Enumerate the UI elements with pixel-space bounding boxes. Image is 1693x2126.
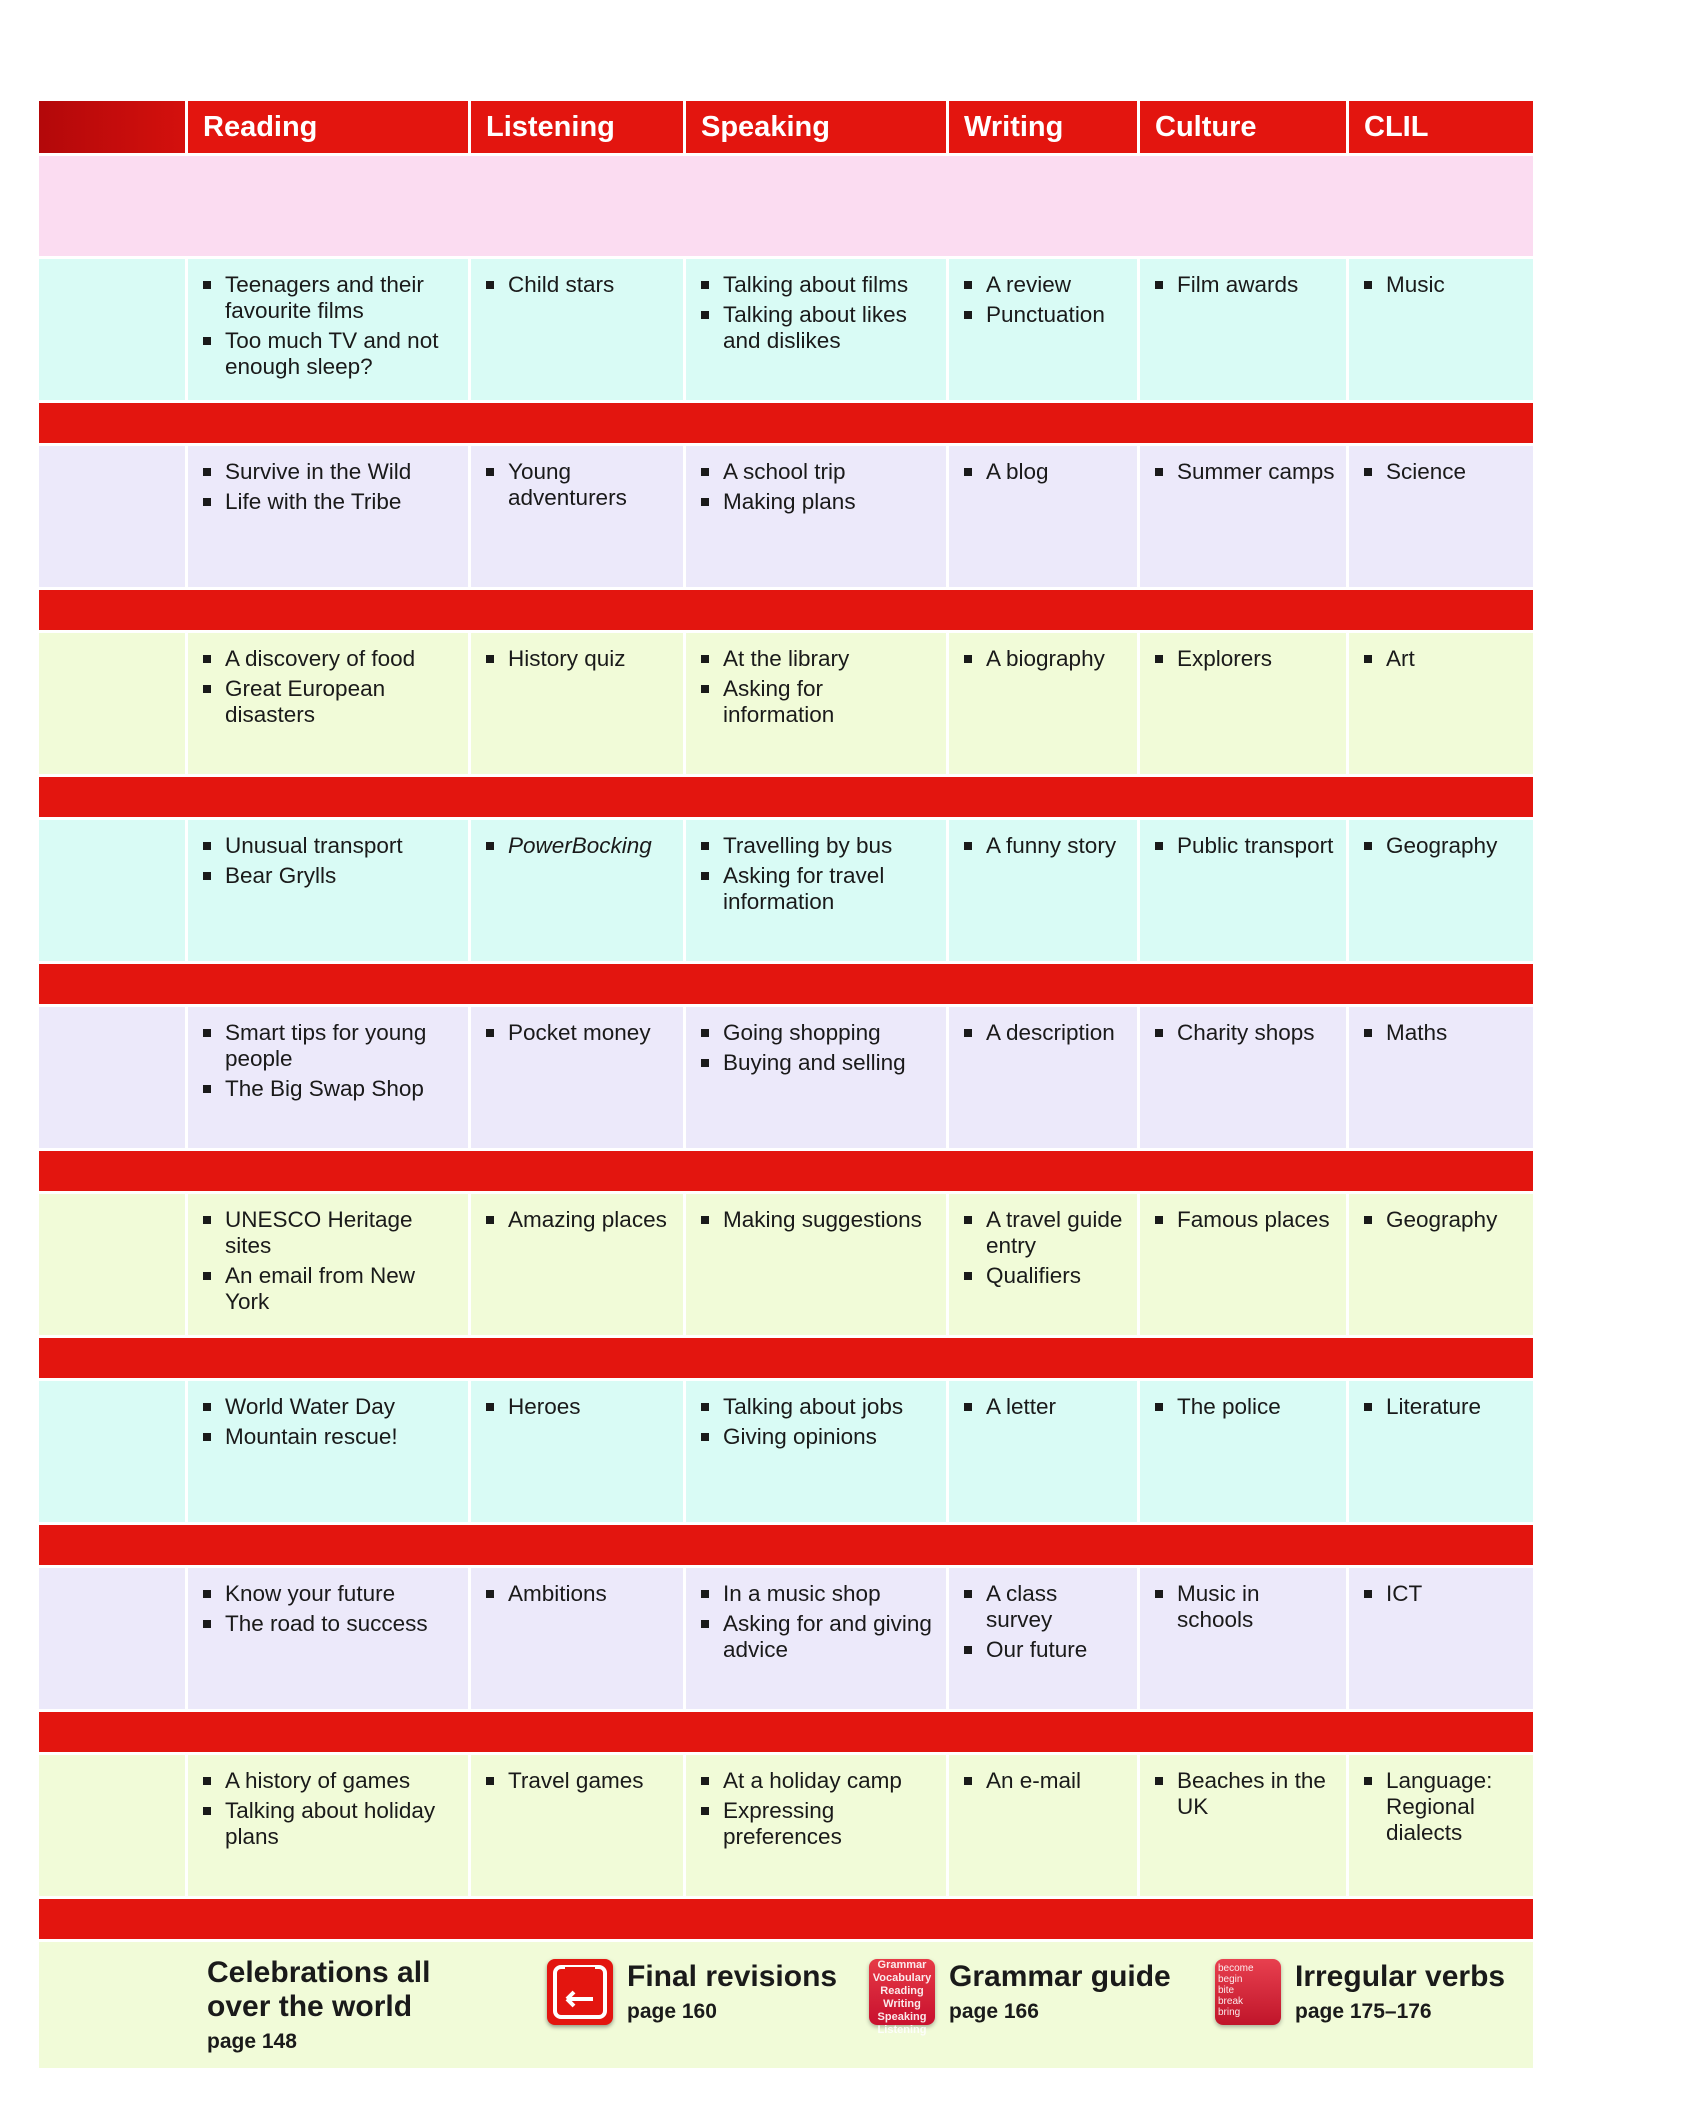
speaking-cell (686, 1568, 949, 1709)
culture-list (1155, 1394, 1336, 1420)
clil-cell (1349, 1381, 1533, 1522)
irregular-icon-word: become (1218, 1963, 1254, 1974)
listening-list (486, 1581, 673, 1607)
irregular-verbs-title: Irregular verbs (1295, 1960, 1506, 1993)
listening-list (486, 272, 673, 298)
irregular-icon-word: bring (1218, 2007, 1241, 2018)
reading-list (203, 1020, 458, 1102)
writing-cell (949, 633, 1140, 774)
unit-divider-band (39, 1522, 1533, 1565)
unit-label-cell (39, 1194, 188, 1335)
listening-item: Young adventurers (486, 459, 673, 511)
speaking-list (701, 1207, 936, 1233)
reading-item: Life with the Tribe (203, 489, 458, 515)
reading-item: A discovery of food (203, 646, 458, 672)
reading-list (203, 272, 458, 380)
culture-item: Public transport (1155, 833, 1336, 859)
clil-item: ICT (1364, 1581, 1523, 1607)
listening-item: PowerBocking (486, 833, 673, 859)
final-revisions-icon (547, 1959, 613, 2025)
writing-item: A review (964, 272, 1127, 298)
culture-cell (1140, 1568, 1349, 1709)
unit-label-cell (39, 633, 188, 774)
clil-item: Geography (1364, 1207, 1523, 1233)
irregular-icon-word: break (1218, 1996, 1244, 2007)
reading-item: Bear Grylls (203, 863, 458, 889)
unit-row (39, 1004, 1533, 1148)
writing-item: A biography (964, 646, 1127, 672)
writing-item: Qualifiers (964, 1263, 1127, 1289)
clil-item: Music (1364, 272, 1523, 298)
culture-item: Music in schools (1155, 1581, 1336, 1633)
reading-list (203, 1768, 458, 1850)
clil-list (1364, 272, 1523, 298)
culture-item: Charity shops (1155, 1020, 1336, 1046)
speaking-cell (686, 1755, 949, 1896)
grammar-icon-word: Speaking (877, 2011, 927, 2023)
writing-cell (949, 1568, 1140, 1709)
reading-item: Too much TV and not enough sleep? (203, 328, 458, 380)
unit-row (39, 817, 1533, 961)
syllabus-table (39, 101, 1533, 2068)
speaking-item: Talking about jobs (701, 1394, 936, 1420)
reading-item: The road to success (203, 1611, 458, 1637)
reading-cell (188, 1381, 471, 1522)
unit-row (39, 1378, 1533, 1522)
reading-list (203, 833, 458, 889)
header-clil: CLIL (1349, 101, 1533, 153)
unit-row (39, 256, 1533, 400)
clil-cell (1349, 259, 1533, 400)
reading-cell (188, 1755, 471, 1896)
speaking-item: Expressing preferences (701, 1798, 936, 1850)
writing-cell (949, 1755, 1140, 1896)
clil-list (1364, 1394, 1523, 1420)
speaking-item: Making plans (701, 489, 936, 515)
speaking-cell (686, 1194, 949, 1335)
listening-item: Pocket money (486, 1020, 673, 1046)
unit-divider-band (39, 961, 1533, 1004)
listening-list (486, 1394, 673, 1420)
writing-cell (949, 1381, 1140, 1522)
reading-item: Great European disasters (203, 676, 458, 728)
units-body (39, 256, 1533, 1896)
writing-list (964, 1768, 1127, 1794)
culture-cell (1140, 446, 1349, 587)
header-speaking: Speaking (686, 101, 949, 153)
culture-cell (1140, 1194, 1349, 1335)
unit-row (39, 443, 1533, 587)
reading-item: Know your future (203, 1581, 458, 1607)
listening-cell (471, 633, 686, 774)
writing-list (964, 459, 1127, 485)
footer-row (39, 1939, 1533, 2068)
reading-item: World Water Day (203, 1394, 458, 1420)
speaking-cell (686, 1007, 949, 1148)
reading-cell (188, 1568, 471, 1709)
reading-cell (188, 633, 471, 774)
writing-list (964, 1581, 1127, 1663)
speaking-item: At a holiday camp (701, 1768, 936, 1794)
listening-cell (471, 1194, 686, 1335)
reading-item: Unusual transport (203, 833, 458, 859)
culture-list (1155, 646, 1336, 672)
writing-cell (949, 259, 1140, 400)
celebrations-page: page 148 (207, 2030, 297, 2053)
speaking-cell (686, 259, 949, 400)
reading-cell (188, 446, 471, 587)
header-row (39, 101, 1533, 153)
culture-item: Summer camps (1155, 459, 1336, 485)
unit-row (39, 1752, 1533, 1896)
irregular-verbs-page: page 175–176 (1295, 2000, 1432, 2023)
reading-list (203, 646, 458, 728)
writing-item: A travel guide entry (964, 1207, 1127, 1259)
unit-divider-band (39, 1148, 1533, 1191)
speaking-cell (686, 820, 949, 961)
clil-cell (1349, 820, 1533, 961)
writing-item: A blog (964, 459, 1127, 485)
writing-cell (949, 820, 1140, 961)
writing-list (964, 646, 1127, 672)
culture-list (1155, 272, 1336, 298)
culture-list (1155, 459, 1336, 485)
culture-item: The police (1155, 1394, 1336, 1420)
reading-cell (188, 259, 471, 400)
irregular-verbs-icon (1215, 1959, 1281, 2025)
celebrations-title-line1: Celebrations all (207, 1956, 431, 1989)
reading-item: Smart tips for young people (203, 1020, 458, 1072)
clil-cell (1349, 1755, 1533, 1896)
culture-cell (1140, 633, 1349, 774)
writing-item: A description (964, 1020, 1127, 1046)
reading-item: An email from New York (203, 1263, 458, 1315)
clil-list (1364, 459, 1523, 485)
speaking-item: Buying and selling (701, 1050, 936, 1076)
grammar-icon-word: Reading (880, 1985, 924, 1997)
grammar-icon-word: Vocabulary (872, 1972, 932, 1984)
speaking-list (701, 833, 936, 915)
listening-list (486, 833, 673, 859)
unit-divider-band (39, 1896, 1533, 1939)
unit-label-cell (39, 820, 188, 961)
grammar-guide-page: page 166 (949, 2000, 1039, 2023)
reading-item: A history of games (203, 1768, 458, 1794)
listening-cell (471, 1755, 686, 1896)
culture-item: Explorers (1155, 646, 1336, 672)
speaking-list (701, 1768, 936, 1850)
writing-cell (949, 1007, 1140, 1148)
writing-item: A funny story (964, 833, 1127, 859)
speaking-list (701, 1020, 936, 1076)
speaking-item: Going shopping (701, 1020, 936, 1046)
clil-item: Science (1364, 459, 1523, 485)
unit-label-cell (39, 446, 188, 587)
clil-cell (1349, 1194, 1533, 1335)
clil-item: Maths (1364, 1020, 1523, 1046)
speaking-cell (686, 446, 949, 587)
clil-cell (1349, 446, 1533, 587)
reading-cell (188, 820, 471, 961)
reading-cell (188, 1007, 471, 1148)
listening-item: Heroes (486, 1394, 673, 1420)
listening-list (486, 646, 673, 672)
final-revisions-page: page 160 (627, 2000, 717, 2023)
writing-list (964, 833, 1127, 859)
reading-list (203, 1581, 458, 1637)
final-revisions-title: Final revisions (627, 1960, 838, 1993)
reading-cell (188, 1194, 471, 1335)
reading-list (203, 459, 458, 515)
clil-item: Literature (1364, 1394, 1523, 1420)
speaking-item: Travelling by bus (701, 833, 936, 859)
irregular-icon-word: bite (1218, 1985, 1235, 1996)
culture-cell (1140, 1755, 1349, 1896)
speaking-list (701, 459, 936, 515)
culture-item: Famous places (1155, 1207, 1336, 1233)
unit-label-cell (39, 1381, 188, 1522)
listening-cell (471, 259, 686, 400)
reading-list (203, 1394, 458, 1450)
speaking-item: In a music shop (701, 1581, 936, 1607)
culture-list (1155, 833, 1336, 859)
clil-item: Geography (1364, 833, 1523, 859)
irregular-icon-word: begin (1218, 1974, 1243, 1985)
reading-list (203, 1207, 458, 1315)
listening-list (486, 1020, 673, 1046)
culture-list (1155, 1768, 1336, 1820)
clil-list (1364, 833, 1523, 859)
unit-divider-band (39, 400, 1533, 443)
clil-cell (1349, 1007, 1533, 1148)
speaking-item: Asking for travel information (701, 863, 936, 915)
culture-item: Film awards (1155, 272, 1336, 298)
speaking-item: A school trip (701, 459, 936, 485)
celebrations-title-line2: over the world (207, 1990, 413, 2023)
unit-divider-band (39, 1335, 1533, 1378)
final-revisions-block[interactable] (627, 1960, 837, 2024)
speaking-item: Making suggestions (701, 1207, 936, 1233)
reading-item: Mountain rescue! (203, 1424, 458, 1450)
listening-cell (471, 1007, 686, 1148)
unit-label-cell (39, 1755, 188, 1896)
culture-item: Beaches in the UK (1155, 1768, 1336, 1820)
reading-item: The Big Swap Shop (203, 1076, 458, 1102)
header-writing: Writing (949, 101, 1140, 153)
reading-item: Talking about holiday plans (203, 1798, 458, 1850)
grammar-guide-title: Grammar guide (949, 1960, 1171, 1993)
listening-cell (471, 446, 686, 587)
writing-item: An e-mail (964, 1768, 1127, 1794)
clil-list (1364, 1207, 1523, 1233)
clil-item: Language: Regional dialects (1364, 1768, 1523, 1846)
unit-row (39, 630, 1533, 774)
reading-item: Survive in the Wild (203, 459, 458, 485)
unit-label-cell (39, 259, 188, 400)
culture-cell (1140, 820, 1349, 961)
culture-list (1155, 1581, 1336, 1633)
reading-item: UNESCO Heritage sites (203, 1207, 458, 1259)
writing-list (964, 1394, 1127, 1420)
speaking-item: Asking for information (701, 676, 936, 728)
listening-item: History quiz (486, 646, 673, 672)
speaking-list (701, 272, 936, 354)
speaking-cell (686, 633, 949, 774)
culture-list (1155, 1207, 1336, 1233)
unit-row (39, 1191, 1533, 1335)
clil-list (1364, 646, 1523, 672)
listening-list (486, 1768, 673, 1794)
reading-item: Teenagers and their favourite films (203, 272, 458, 324)
clil-cell (1349, 1568, 1533, 1709)
unit-divider-band (39, 1709, 1533, 1752)
culture-cell (1140, 1381, 1349, 1522)
listening-list (486, 1207, 673, 1233)
culture-cell (1140, 1007, 1349, 1148)
grammar-icon-word: Writing (883, 1998, 921, 2010)
celebrations-block[interactable] (207, 1956, 430, 2054)
header-culture: Culture (1140, 101, 1349, 153)
grammar-icon-word: Grammar (877, 1959, 927, 1971)
irregular-verbs-block[interactable] (1295, 1960, 1505, 2024)
speaking-list (701, 1581, 936, 1663)
writing-cell (949, 1194, 1140, 1335)
clil-cell (1349, 633, 1533, 774)
speaking-item: Giving opinions (701, 1424, 936, 1450)
writing-list (964, 1020, 1127, 1046)
clil-list (1364, 1581, 1523, 1607)
unit-divider-band (39, 587, 1533, 630)
writing-cell (949, 446, 1140, 587)
speaking-cell (686, 1381, 949, 1522)
writing-item: A class survey (964, 1581, 1127, 1633)
speaking-item: At the library (701, 646, 936, 672)
listening-item: Amazing places (486, 1207, 673, 1233)
grammar-guide-icon (869, 1959, 935, 2036)
writing-item: Our future (964, 1637, 1127, 1663)
listening-item: Ambitions (486, 1581, 673, 1607)
writing-item: A letter (964, 1394, 1127, 1420)
unit-divider-band (39, 774, 1533, 817)
writing-list (964, 272, 1127, 328)
grammar-icon-word: Listening (877, 2024, 927, 2036)
listening-cell (471, 820, 686, 961)
listening-cell (471, 1381, 686, 1522)
speaking-item: Talking about likes and dislikes (701, 302, 936, 354)
unit-label-cell (39, 1568, 188, 1709)
listening-cell (471, 1568, 686, 1709)
culture-cell (1140, 259, 1349, 400)
clil-list (1364, 1020, 1523, 1046)
header-corner (39, 101, 188, 153)
header-reading: Reading (188, 101, 471, 153)
listening-item: Travel games (486, 1768, 673, 1794)
intro-band (39, 156, 1533, 256)
clil-item: Art (1364, 646, 1523, 672)
culture-list (1155, 1020, 1336, 1046)
speaking-list (701, 646, 936, 728)
unit-label-cell (39, 1007, 188, 1148)
speaking-item: Talking about films (701, 272, 936, 298)
unit-row (39, 1565, 1533, 1709)
listening-list (486, 459, 673, 511)
writing-list (964, 1207, 1127, 1289)
speaking-item: Asking for and giving advice (701, 1611, 936, 1663)
clil-list (1364, 1768, 1523, 1846)
speaking-list (701, 1394, 936, 1450)
grammar-guide-block[interactable] (949, 1960, 1171, 2024)
header-listening: Listening (471, 101, 686, 153)
listening-item: Child stars (486, 272, 673, 298)
writing-item: Punctuation (964, 302, 1127, 328)
